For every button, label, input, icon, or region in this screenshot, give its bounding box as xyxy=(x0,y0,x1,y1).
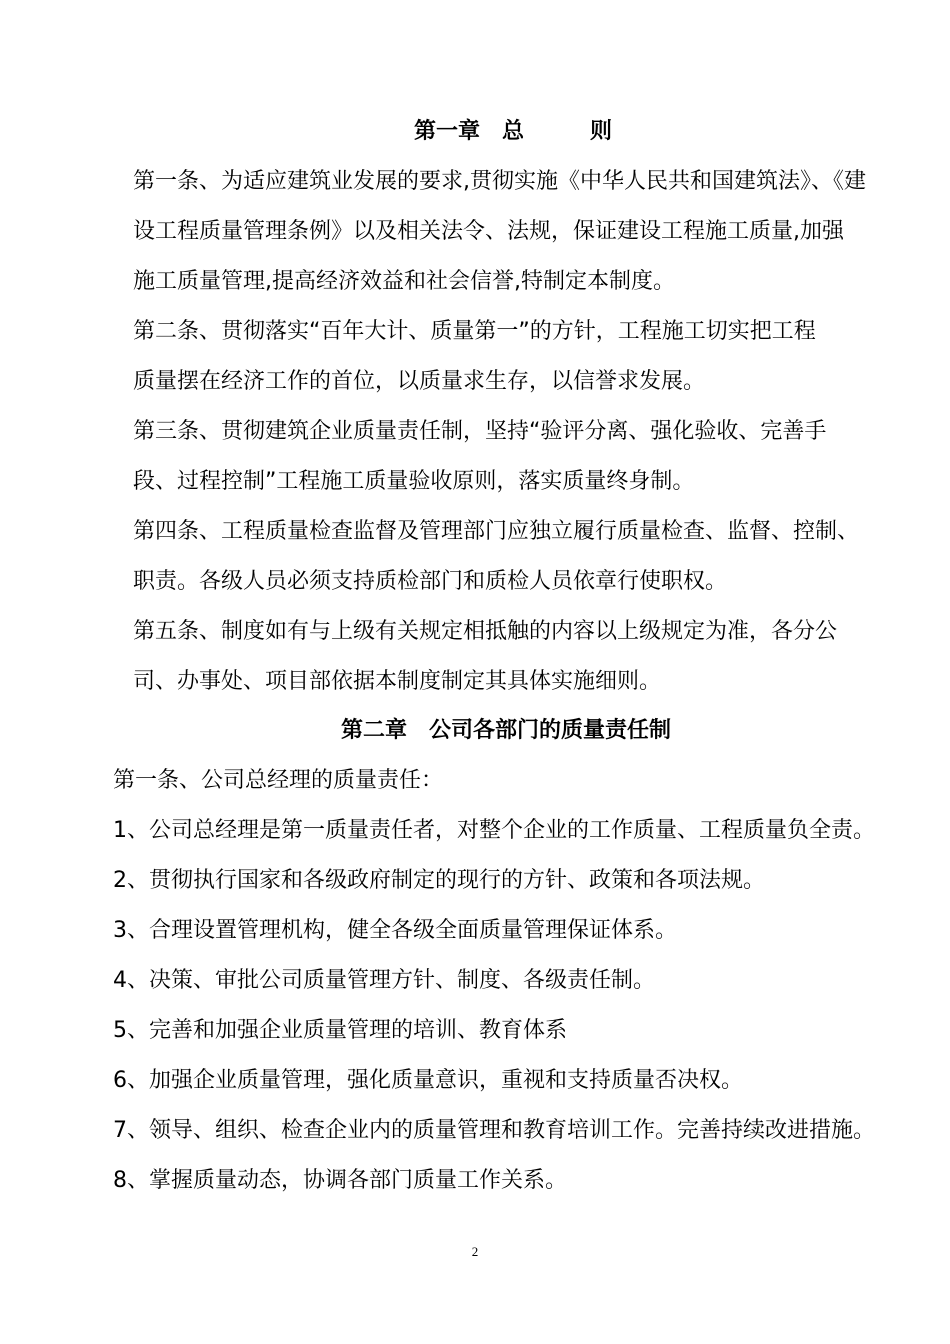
chapter-1-line: 第四条、工程质量检查监督及管理部门应独立履行质量检查、监督、控制、 xyxy=(133,519,860,544)
chapter-2-line: 1、公司总经理是第一质量责任者，对整个企业的工作质量、工程质量负全责。 xyxy=(113,818,875,843)
chapter-2-line: 3、合理设置管理机构，健全各级全面质量管理保证体系。 xyxy=(113,918,677,943)
chapter-1-line: 设工程质量管理条例》以及相关法令、法规，保证建设工程施工质量,加强 xyxy=(133,219,844,244)
chapter-1-line: 施工质量管理,提高经济效益和社会信誉,特制定本制度。 xyxy=(133,269,675,294)
chapter-1-line: 司、办事处、项目部依据本制度制定其具体实施细则。 xyxy=(133,669,662,694)
chapter-1-line: 第二条、贯彻落实“百年大计、质量第一”的方针，工程施工切实把工程 xyxy=(133,319,816,344)
chapter-2-title: 第二章 公司各部门的质量责任制 xyxy=(341,718,672,743)
chapter-2-line: 7、领导、组织、检查企业内的质量管理和教育培训工作。完善持续改进措施。 xyxy=(113,1118,875,1143)
chapter-1-line: 质量摆在经济工作的首位，以质量求生存，以信誉求发展。 xyxy=(133,369,706,394)
chapter-2-line: 8、掌握质量动态，协调各部门质量工作关系。 xyxy=(113,1168,567,1193)
chapter-2-line: 6、加强企业质量管理，强化质量意识，重视和支持质量否决权。 xyxy=(113,1068,743,1093)
chapter-2-line: 第一条、公司总经理的质量责任： xyxy=(113,768,444,793)
chapter-1-line: 职责。各级人员必须支持质检部门和质检人员依章行使职权。 xyxy=(133,569,728,594)
chapter-2-line: 2、贯彻执行国家和各级政府制定的现行的方针、政策和各项法规。 xyxy=(113,868,765,893)
chapter-1-line: 第五条、制度如有与上级有关规定相抵触的内容以上级规定为准，各分公 xyxy=(133,619,838,644)
chapter-1-line: 第一条、为适应建筑业发展的要求,贯彻实施《中华人民共和国建筑法》、《建 xyxy=(133,169,866,194)
chapter-1-line: 第三条、贯彻建筑企业质量责任制，坚持“验评分离、强化验收、完善手 xyxy=(133,419,827,444)
chapter-1-title: 第一章 总 则 xyxy=(414,119,613,144)
chapter-2-line: 5、完善和加强企业质量管理的培训、教育体系 xyxy=(113,1018,567,1043)
chapter-1-line: 段、过程控制”工程施工质量验收原则，落实质量终身制。 xyxy=(133,469,695,494)
page-number: 2 xyxy=(471,1244,479,1259)
chapter-2-line: 4、决策、审批公司质量管理方针、制度、各级责任制。 xyxy=(113,968,655,993)
